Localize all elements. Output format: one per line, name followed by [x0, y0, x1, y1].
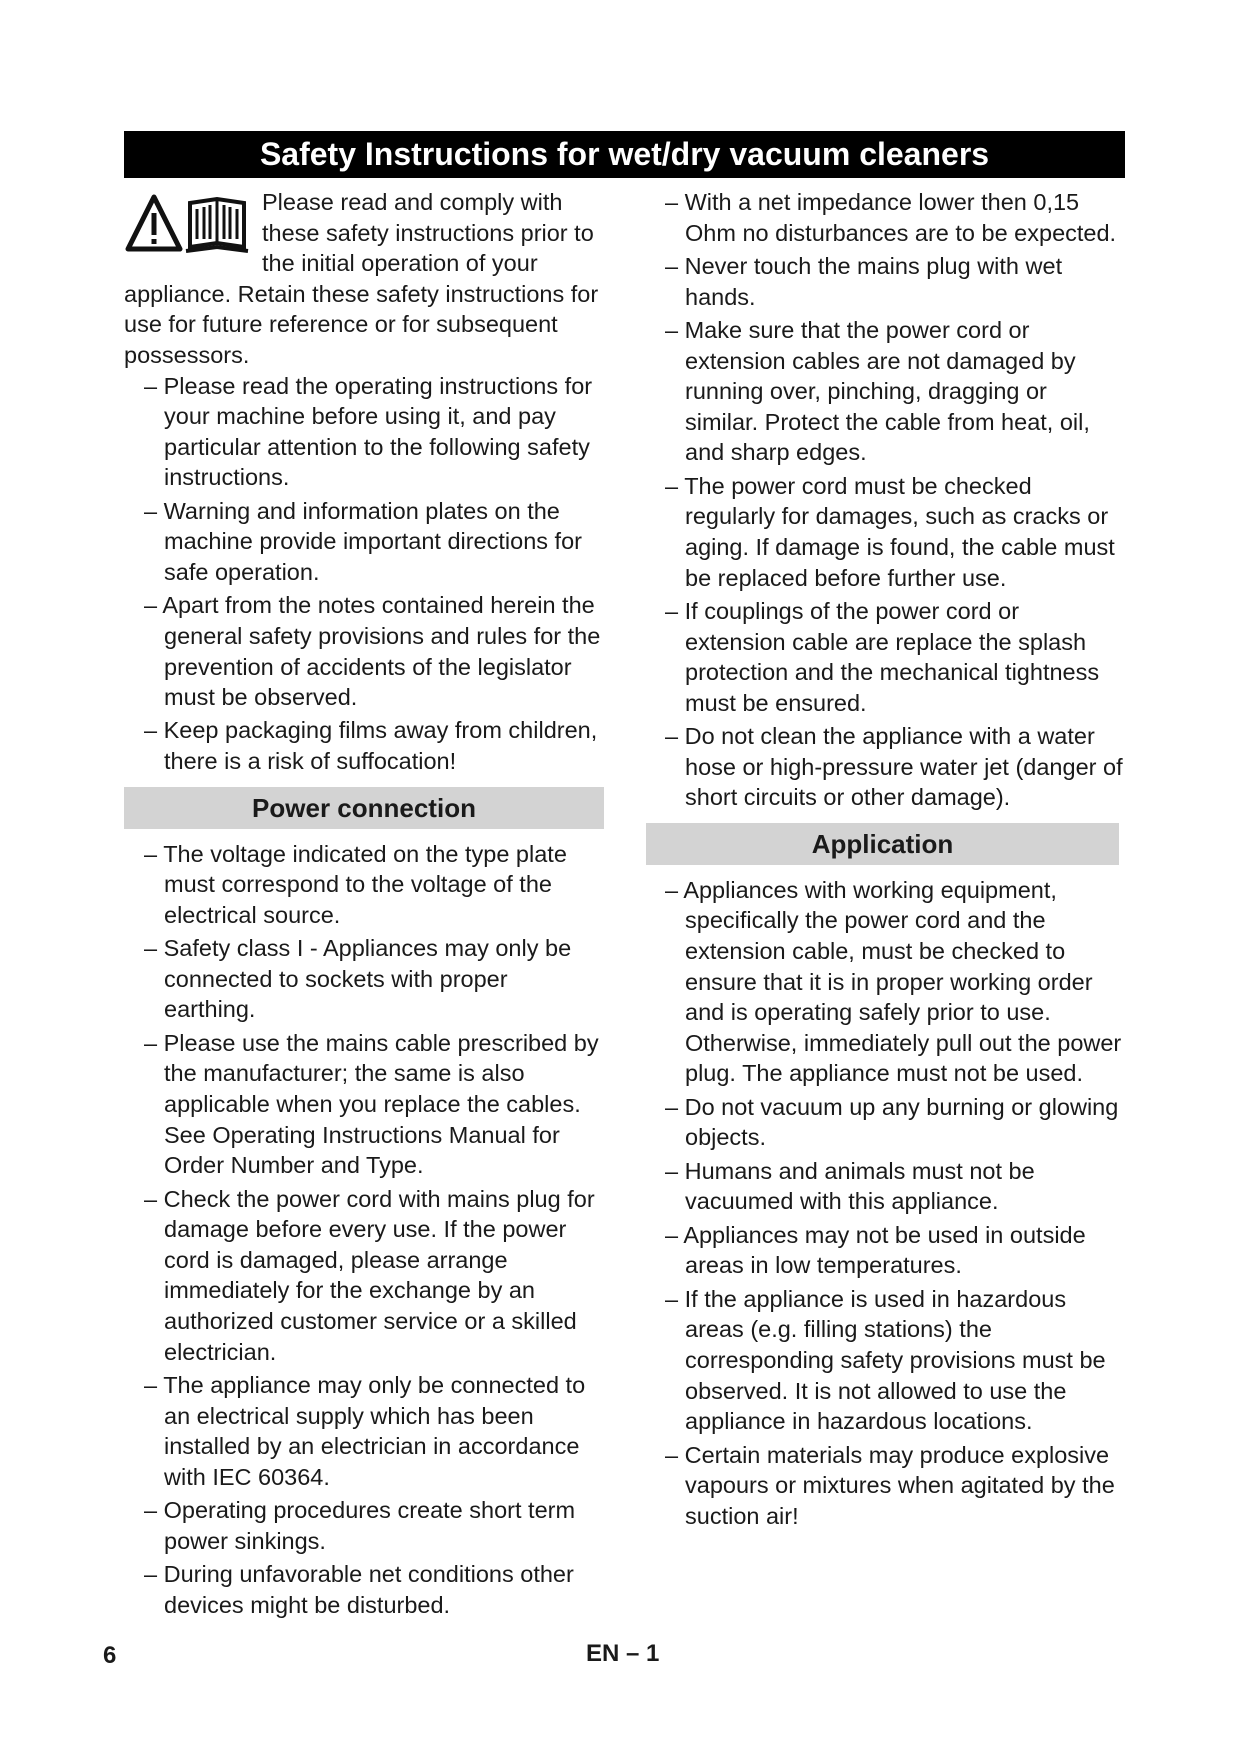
list-item: – With a net impedance lower then 0,15 Ohm no disturbances are to be expected.: [645, 187, 1123, 248]
manual-book-icon: [186, 199, 248, 251]
list-item: – Warning and information plates on the machine provide important directions for safe operation.: [124, 496, 604, 588]
list-item: – The voltage indicated on the type plate must correspond to the voltage of the electrical source.: [124, 839, 604, 931]
list-item: – Safety class I - Appliances may only be connected to sockets with proper earthing.: [124, 933, 604, 1025]
left-column: [124, 187, 604, 1623]
power-list: [124, 839, 604, 1621]
list-item: – Make sure that the power cord or extension cables are not damaged by running over, pinching, dragging or similar. Protect the cable from heat, oil, and sharp edges.: [645, 315, 1123, 468]
right-column: [645, 187, 1123, 1534]
list-item: – Never touch the mains plug with wet hands.: [645, 251, 1123, 312]
application-heading: Application: [646, 823, 1119, 865]
application-list: [645, 875, 1123, 1531]
list-item: – Appliances with working equipment, specifically the power cord and the extension cable, must be checked to ensure that it is in proper working order and is operating safely prior to use. Otherwise, immediately pull out the power plug. The appliance must not be used.: [645, 875, 1123, 1089]
list-item: – The power cord must be checked regularly for damages, such as cracks or aging. If damage is found, the cable must be replaced before further use.: [645, 471, 1123, 593]
list-item: – Do not vacuum up any burning or glowing objects.: [645, 1092, 1123, 1153]
safety-icons: [124, 193, 252, 255]
list-item: – If the appliance is used in hazardous areas (e.g. filling stations) the corresponding safety provisions must be observed. It is not allowed to use the appliance in hazardous locations.: [645, 1284, 1123, 1437]
page-number: 6: [103, 1642, 117, 1669]
list-item: – During unfavorable net conditions other devices might be disturbed.: [124, 1559, 604, 1620]
warning-triangle-icon: [128, 197, 180, 249]
page-title: Safety Instructions for wet/dry vacuum cleaners: [124, 131, 1125, 178]
language-page-label: EN – 1: [586, 1640, 660, 1667]
list-item: – Please read the operating instructions for your machine before using it, and pay particular attention to the following safety instructions.: [124, 371, 604, 493]
list-item: – The appliance may only be connected to an electrical supply which has been installed by an electrician in accordance with IEC 60364.: [124, 1370, 604, 1492]
list-item: – Operating procedures create short term power sinkings.: [124, 1495, 604, 1556]
power-list-continued: [645, 187, 1123, 813]
list-item: – If couplings of the power cord or extension cable are replace the splash protection and the mechanical tightness must be ensured.: [645, 596, 1123, 718]
power-connection-heading: Power connection: [124, 787, 604, 829]
list-item: – Humans and animals must not be vacuumed with this appliance.: [645, 1156, 1123, 1217]
list-item: – Appliances may not be used in outside areas in low temperatures.: [645, 1220, 1123, 1281]
list-item: – Please use the mains cable prescribed by the manufacturer; the same is also applicable when you replace the cables. See Operating Instructions Manual for Order Number and Type.: [124, 1028, 604, 1181]
list-item: – Check the power cord with mains plug for damage before every use. If the power cord is damaged, please arrange immediately for the exchange by an authorized customer service or a skilled electrician.: [124, 1184, 604, 1368]
list-item: – Certain materials may produce explosive vapours or mixtures when agitated by the suction air!: [645, 1440, 1123, 1532]
list-item: – Do not clean the appliance with a water hose or high-pressure water jet (danger of short circuits or other damage).: [645, 721, 1123, 813]
list-item: – Apart from the notes contained herein the general safety provisions and rules for the prevention of accidents of the legislator must be observed.: [124, 590, 604, 712]
intro-text: Please read and comply with these safety instructions prior to the initial operation of your appliance. Retain these safety instructions for use for future reference or for subsequent possessors.: [124, 189, 599, 368]
general-list: [124, 371, 604, 777]
list-item: – Keep packaging films away from children, there is a risk of suffocation!: [124, 715, 604, 776]
intro-block: [124, 187, 604, 371]
